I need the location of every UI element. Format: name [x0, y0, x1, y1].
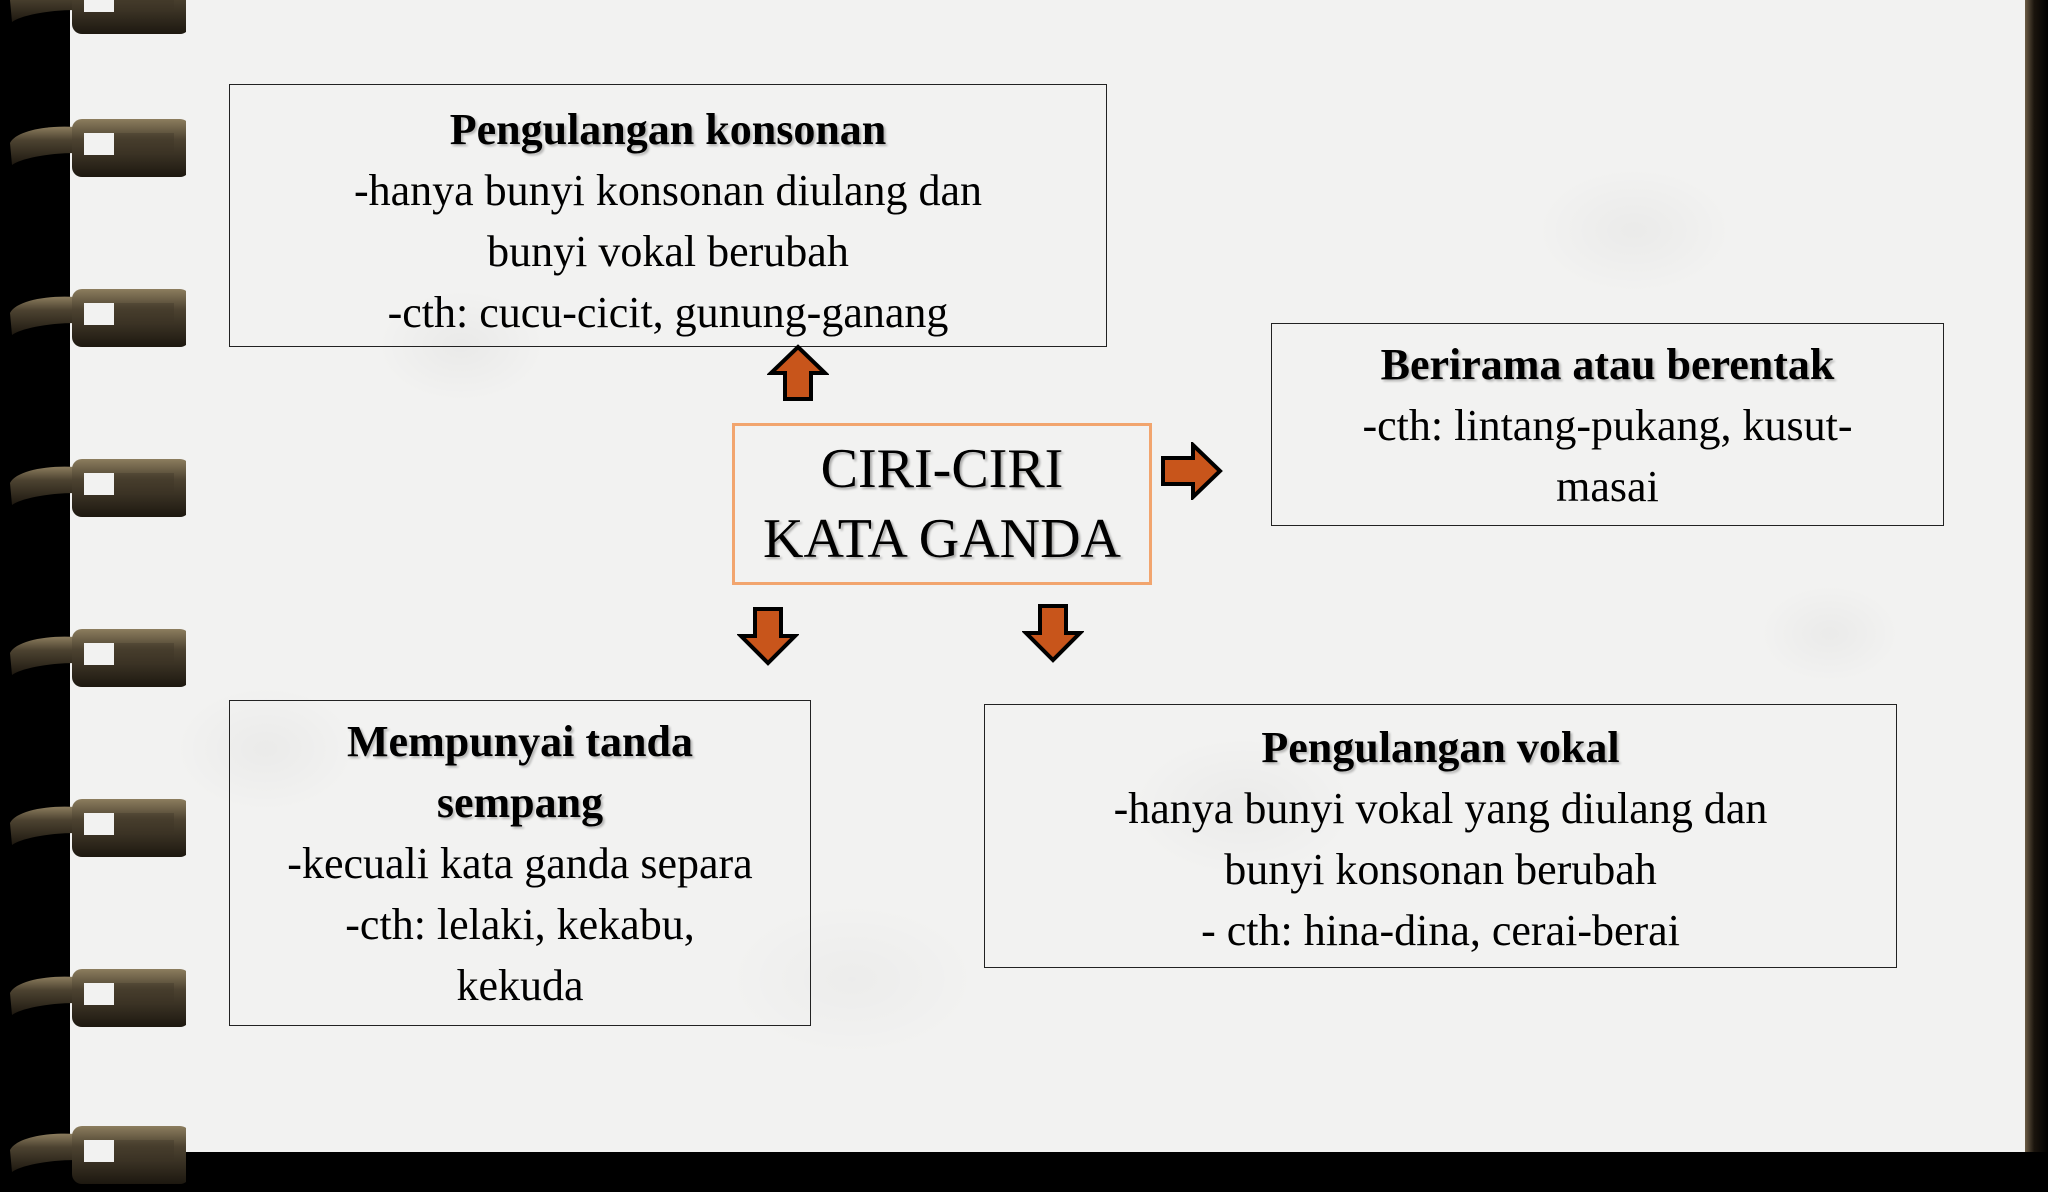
paper-right-edge	[2025, 0, 2048, 1152]
spiral-ring-icon	[6, 283, 186, 355]
box-line: -cth: lelaki, kekabu,	[345, 900, 695, 949]
spiral-ring-icon	[6, 963, 186, 1035]
spiral-ring-icon	[6, 113, 186, 185]
spiral-ring-icon	[6, 623, 186, 695]
spiral-ring-icon	[6, 1120, 186, 1192]
box-line: masai	[1556, 462, 1659, 511]
box-line: -cth: lintang-pukang, kusut-	[1362, 401, 1853, 450]
center-title-line2: KATA GANDA	[763, 508, 1121, 570]
box-pengulangan-konsonan	[229, 84, 1107, 347]
arrow-up-icon	[767, 344, 829, 402]
box-title: sempang	[436, 778, 604, 827]
box-line: kekuda	[456, 961, 584, 1010]
box-pengulangan-vokal	[984, 704, 1897, 968]
box-title: Pengulangan konsonan	[449, 105, 887, 154]
box-line: -hanya bunyi vokal yang diulang dan	[1113, 784, 1768, 833]
box-title: Pengulangan vokal	[1261, 723, 1620, 772]
box-title: Berirama atau berentak	[1380, 340, 1835, 389]
center-title-line1: CIRI-CIRI	[820, 438, 1064, 500]
box-line: -cth: cucu-cicit, gunung-ganang	[387, 288, 949, 337]
box-line: bunyi vokal berubah	[487, 227, 849, 276]
box-line: -hanya bunyi konsonan diulang dan	[353, 166, 983, 215]
arrow-down-icon	[1022, 603, 1084, 663]
box-line: bunyi konsonan berubah	[1224, 845, 1657, 894]
box-title: Mempunyai tanda	[347, 717, 693, 766]
spiral-ring-icon	[6, 453, 186, 525]
arrow-down-icon	[737, 606, 799, 666]
spiral-ring-icon	[6, 793, 186, 865]
spiral-ring-icon	[6, 0, 186, 42]
box-line: -kecuali kata ganda separa	[287, 839, 753, 888]
box-berirama	[1271, 323, 1944, 526]
box-tanda-sempang	[229, 700, 811, 1026]
box-line: - cth: hina-dina, cerai-berai	[1201, 906, 1680, 955]
center-topic-box	[732, 423, 1152, 585]
arrow-right-icon	[1160, 442, 1224, 500]
